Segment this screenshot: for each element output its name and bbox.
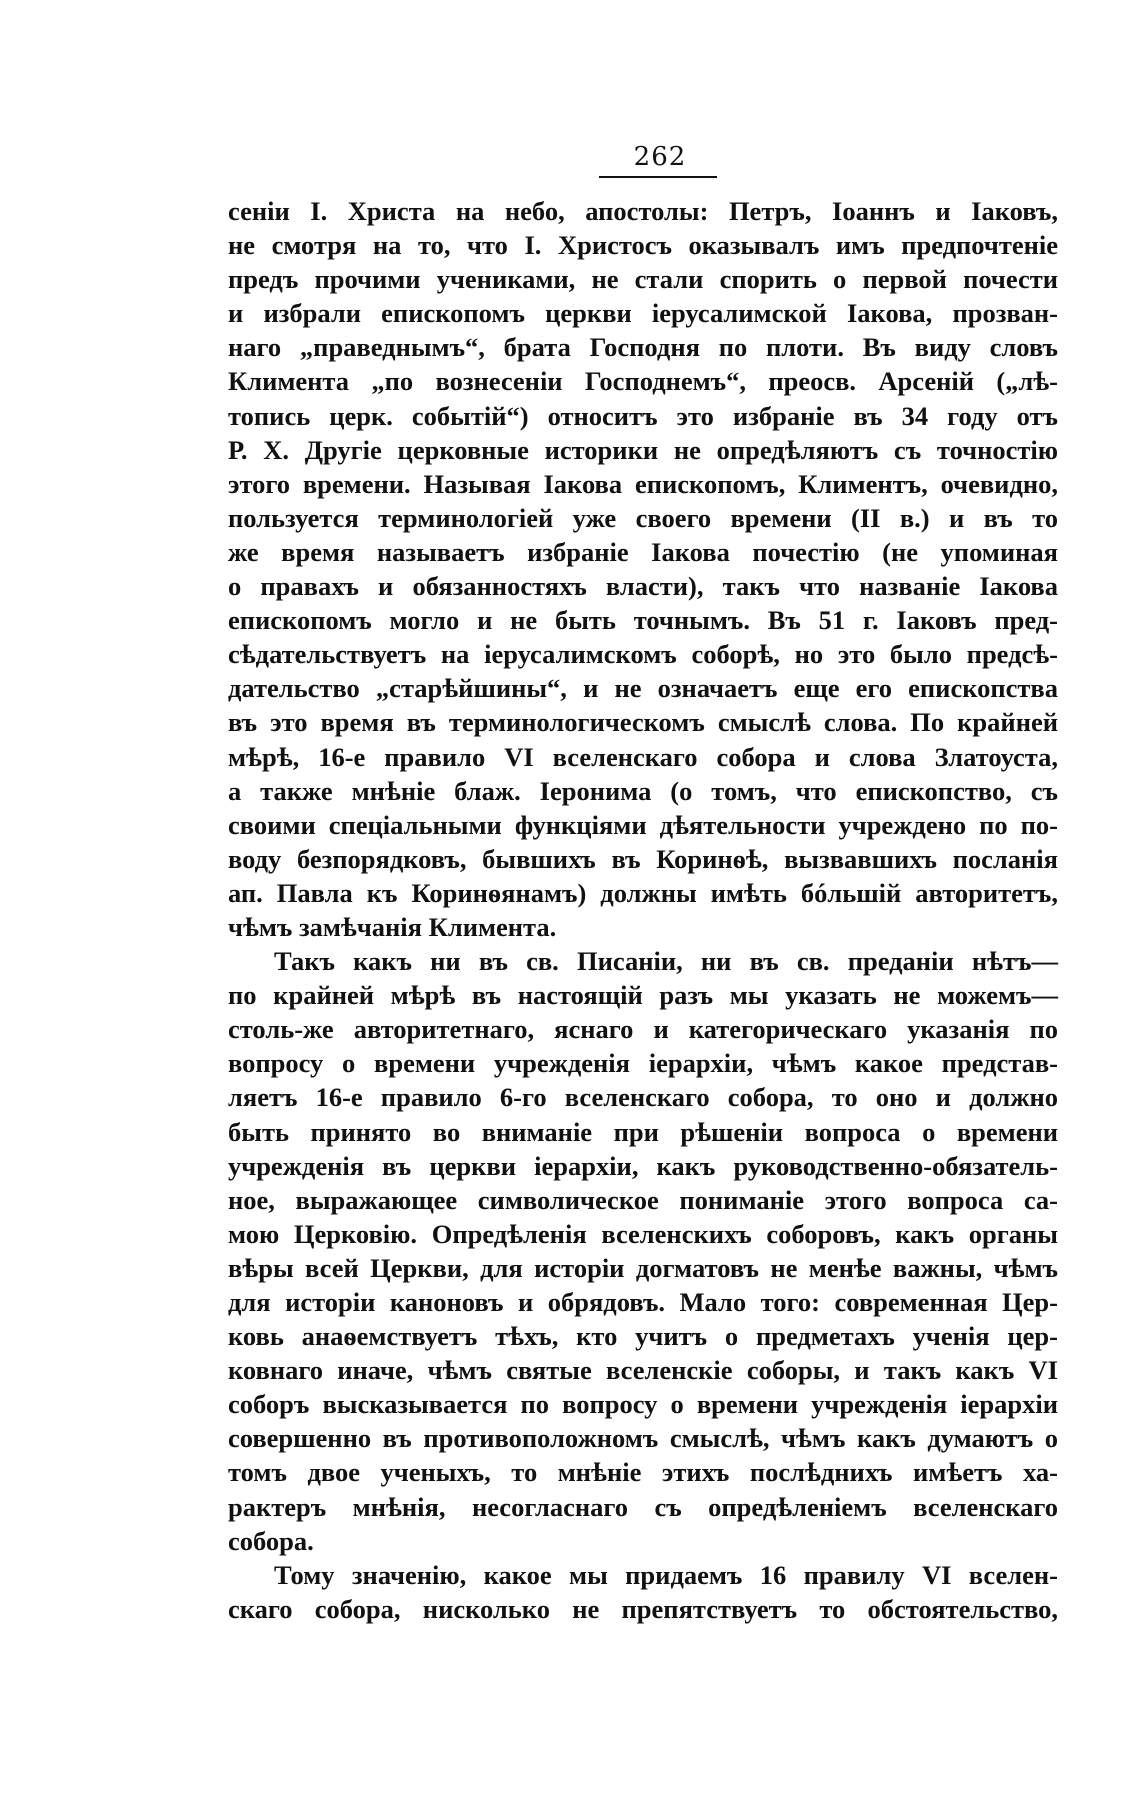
text-line: ляетъ 16-е правило 6-го вселенскаго собора, то оно и должно [228,1082,1058,1113]
text-line: Р. X. Другiе церковные историки не опредѣляютъ съ точностiю [228,434,1058,465]
text-line: томъ двое ученыхъ, то мнѣнiе этихъ послѣднихъ имѣетъ ха- [228,1457,1058,1488]
text-line: Тому значенiю, какое мы придаемъ 16 правилу VI вселен- [274,1559,1058,1590]
text-line: топись церк. событiй“) относитъ это избранiе въ 34 году отъ [228,400,1058,431]
text-line: по крайней мѣрѣ въ настоящiй разъ мы указать не можемъ— [228,980,1058,1011]
text-line: рактеръ мнѣнiя, несогласнаго съ опредѣленiемъ вселенскаго [228,1491,1058,1522]
text-line: быть принято во вниманiе при рѣшенiи вопроса о времени [228,1116,1058,1147]
text-line: столь-же авторитетнаго, яснаго и категорическаго указанiя по [228,1014,1058,1045]
text-line: пользуется терминологiей уже своего времени (II в.) и въ то [228,502,1058,533]
text-line: а также мнѣнiе блаж. Iеронима (о томъ, что епископство, съ [228,775,1058,806]
text-line: скаго собора, нисколько не препятствуетъ то обстоятельство, [228,1593,1058,1624]
text-line: ковь анаѳемствуетъ тѣхъ, кто учитъ о предметахъ ученiя цер- [228,1321,1058,1352]
text-line: о правахъ и обязанностяхъ власти), такъ что названiе Iакова [228,571,1058,602]
text-line: епископомъ могло и не быть точнымъ. Въ 51 г. Iаковъ пред- [228,605,1058,636]
text-line: Климента „по вознесенiи Господнемъ“, преосв. Арсенiй („лѣ- [228,366,1058,397]
page-number-rule [599,176,717,178]
text-line: мѣрѣ, 16-е правило VI вселенскаго собора и слова Златоуста, [228,741,1058,772]
text-line: сенiи I. Христа на небо, апостолы: Петръ, Iоаннъ и Iаковъ, [228,196,1058,226]
text-line: Такъ какъ ни въ св. Писанiи, ни въ св. преданiи нѣтъ— [274,946,1058,977]
text-line: и избрали епископомъ церкви iерусалимской Iакова, прозван- [228,298,1058,329]
text-line: сѣдательствуетъ на iерусалимскомъ соборѣ, но это было предсѣ- [228,639,1058,670]
text-line: для исторiи каноновъ и обрядовъ. Мало того: современная Цер- [228,1287,1058,1317]
text-line: своими спецiальными функцiями дѣятельности учреждено по по- [228,809,1058,840]
body-text [228,194,1058,1626]
text-line: воду безпорядковъ, бывшихъ въ Коринѳѣ, вызвавшихъ посланiя [228,843,1058,874]
text-line: не смотря на то, что I. Христосъ оказывалъ имъ предпочтенiе [228,230,1058,261]
text-line: соборъ высказывается по вопросу о времени учрежденiя iерархiи [228,1389,1058,1420]
text-line: ное, выражающее символическое пониманiе этого вопроса са- [228,1184,1058,1215]
text-line: дательство „старѣйшины“, и не означаетъ еще его епископства [228,673,1058,704]
text-line: въ это время въ терминологическомъ смыслѣ слова. По крайней [228,707,1058,738]
text-line: собора. [228,1525,314,1556]
text-line: совершенно въ противоположномъ смыслѣ, чѣмъ какъ думаютъ о [228,1423,1058,1454]
text-line: же время называетъ избранiе Iакова почестiю (не упоминая [228,536,1058,567]
text-line: наго „праведнымъ“, брата Господня по плоти. Въ виду словъ [228,332,1058,363]
text-line: вопросу о времени учрежденiя iерархiи, чѣмъ какое представ- [228,1048,1058,1079]
text-line: этого времени. Называя Iакова епископомъ, Климентъ, очевидно, [228,468,1058,499]
text-line: учрежденiя въ церкви iерархiи, какъ руководственно-обязатель- [228,1150,1058,1181]
text-line: чѣмъ замѣчанiя Климента. [228,911,557,942]
text-line: предъ прочими учениками, не стали спорить о первой почести [228,264,1058,295]
page-number: 262 [633,142,687,172]
text-line: ковнаго иначе, чѣмъ святые вселенскiе соборы, и такъ какъ VI [228,1355,1058,1386]
text-line: вѣры всей Церкви, для исторiи догматовъ не менѣе важны, чѣмъ [228,1252,1058,1283]
text-line: мою Церковiю. Опредѣленiя вселенскихъ соборовъ, какъ органы [228,1218,1058,1249]
text-line: ап. Павла къ Коринѳянамъ) должны имѣть бóльшiй авторитетъ, [228,877,1058,908]
